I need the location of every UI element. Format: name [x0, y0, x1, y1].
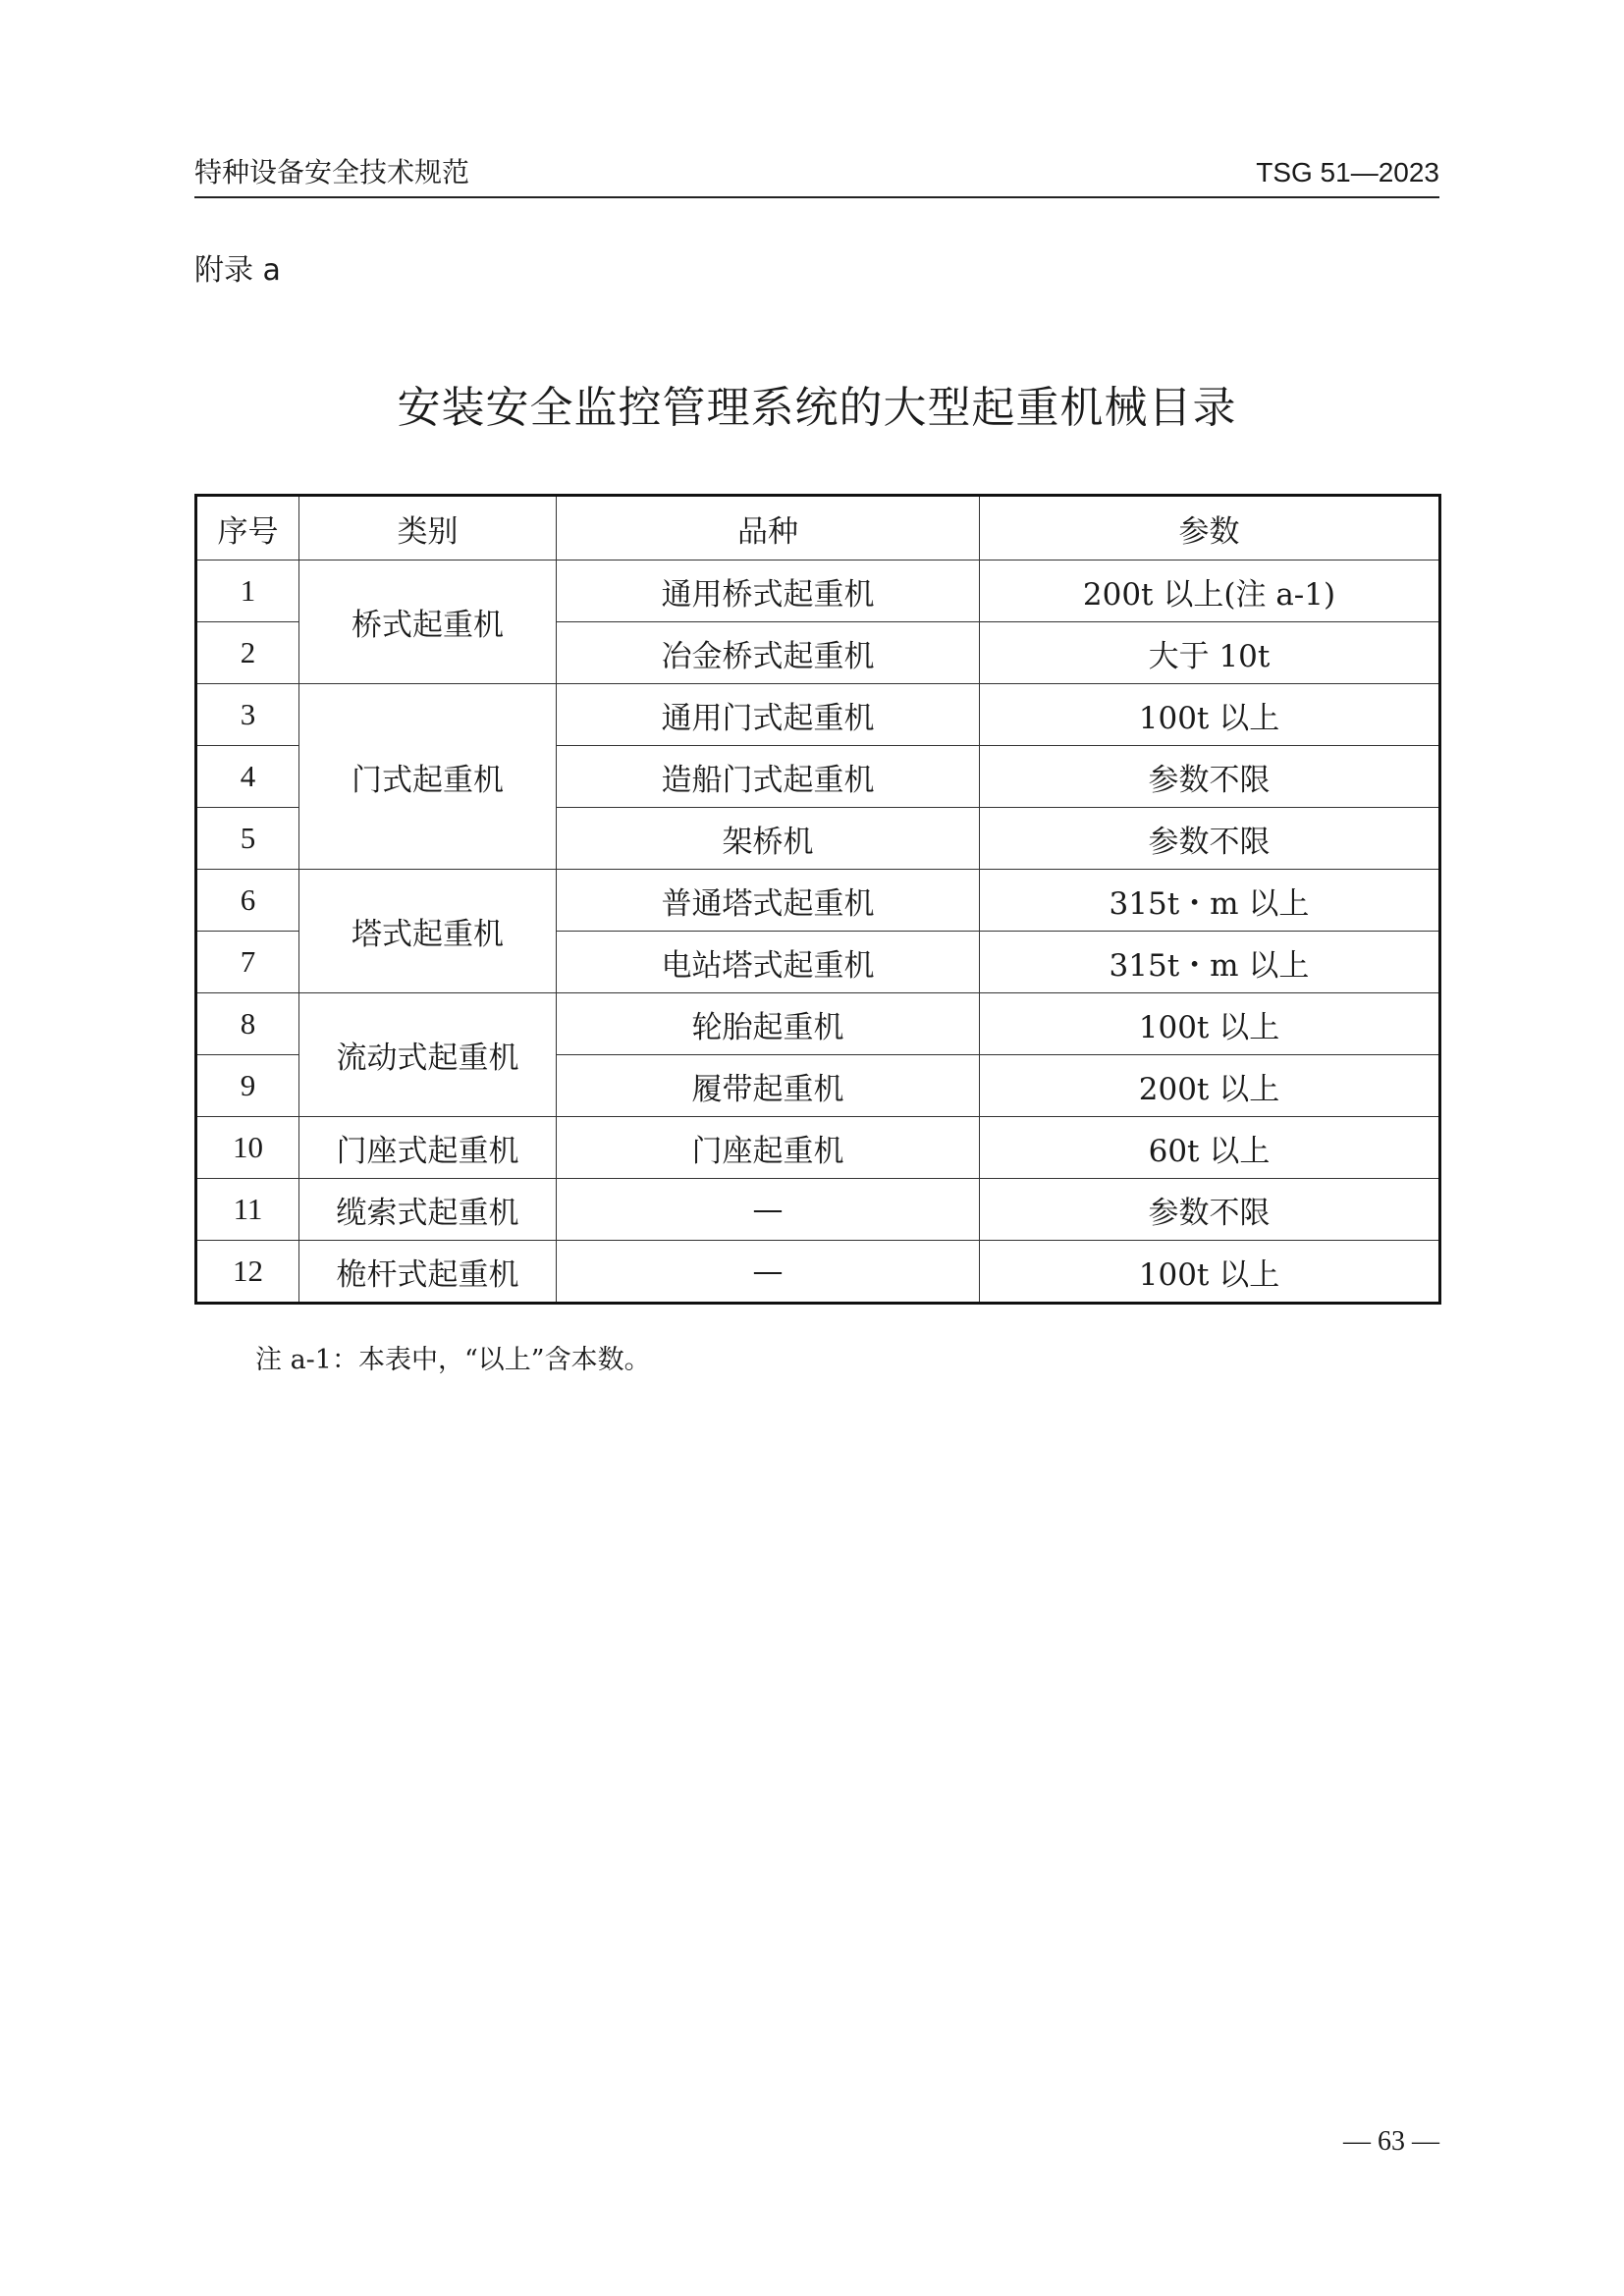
- table-row: [196, 561, 1440, 622]
- row-number: 10: [196, 1117, 299, 1179]
- variety-cell: 造船门式起重机: [557, 746, 980, 808]
- category-cell: 桥式起重机: [299, 561, 557, 684]
- category-cell: 塔式起重机: [299, 870, 557, 993]
- header-divider: [194, 196, 1439, 198]
- row-number: 7: [196, 932, 299, 993]
- variety-cell: 通用门式起重机: [557, 684, 980, 746]
- variety-cell: 架桥机: [557, 808, 980, 870]
- param-cell: 参数不限: [980, 746, 1440, 808]
- page-title: 安装安全监控管理系统的大型起重机械目录: [397, 383, 1237, 433]
- crane-catalog-table: [194, 494, 1441, 1305]
- variety-cell: 履带起重机: [557, 1055, 980, 1117]
- table-header-row: [196, 496, 1440, 561]
- row-number: 3: [196, 684, 299, 746]
- document-code: TSG 51—2023: [1256, 157, 1439, 187]
- row-number: 6: [196, 870, 299, 932]
- column-header-param: 参数: [980, 496, 1440, 561]
- category-cell: 门式起重机: [299, 684, 557, 870]
- row-number: 5: [196, 808, 299, 870]
- row-number: 2: [196, 622, 299, 684]
- variety-cell: 门座起重机: [557, 1117, 980, 1179]
- variety-cell: —: [557, 1241, 980, 1304]
- variety-cell: 通用桥式起重机: [557, 561, 980, 622]
- category-cell: 门座式起重机: [299, 1117, 557, 1179]
- variety-cell: 电站塔式起重机: [557, 932, 980, 993]
- column-header-no: 序号: [196, 496, 299, 561]
- param-cell: 200t 以上(注 a-1): [980, 561, 1440, 622]
- param-cell: 60t 以上: [980, 1117, 1440, 1179]
- category-cell: 缆索式起重机: [299, 1179, 557, 1241]
- row-number: 1: [196, 561, 299, 622]
- row-number: 8: [196, 993, 299, 1055]
- row-number: 12: [196, 1241, 299, 1304]
- param-cell: 参数不限: [980, 808, 1440, 870]
- column-header-variety: 品种: [557, 496, 980, 561]
- variety-cell: —: [557, 1179, 980, 1241]
- variety-cell: 轮胎起重机: [557, 993, 980, 1055]
- category-cell: 桅杆式起重机: [299, 1241, 557, 1304]
- table-row: [196, 1241, 1440, 1304]
- param-cell: 315t・m 以上: [980, 932, 1440, 993]
- param-cell: 200t 以上: [980, 1055, 1440, 1117]
- table-row: [196, 1117, 1440, 1179]
- variety-cell: 冶金桥式起重机: [557, 622, 980, 684]
- column-header-category: 类别: [299, 496, 557, 561]
- table-row: [196, 684, 1440, 746]
- row-number: 11: [196, 1179, 299, 1241]
- row-number: 9: [196, 1055, 299, 1117]
- param-cell: 100t 以上: [980, 684, 1440, 746]
- param-cell: 100t 以上: [980, 993, 1440, 1055]
- table-row: [196, 1179, 1440, 1241]
- row-number: 4: [196, 746, 299, 808]
- category-cell: 流动式起重机: [299, 993, 557, 1117]
- appendix-label: 附录 a: [194, 253, 281, 288]
- variety-cell: 普通塔式起重机: [557, 870, 980, 932]
- param-cell: 参数不限: [980, 1179, 1440, 1241]
- param-cell: 315t・m 以上: [980, 870, 1440, 932]
- param-cell: 大于 10t: [980, 622, 1440, 684]
- table-footnote: 注 a-1：本表中，“以上”含本数。: [255, 1345, 651, 1375]
- param-cell: 100t 以上: [980, 1241, 1440, 1304]
- page-number: — 63 —: [1343, 2126, 1439, 2157]
- header-title: 特种设备安全技术规范: [194, 156, 470, 188]
- table-row: [196, 870, 1440, 932]
- table-row: [196, 993, 1440, 1055]
